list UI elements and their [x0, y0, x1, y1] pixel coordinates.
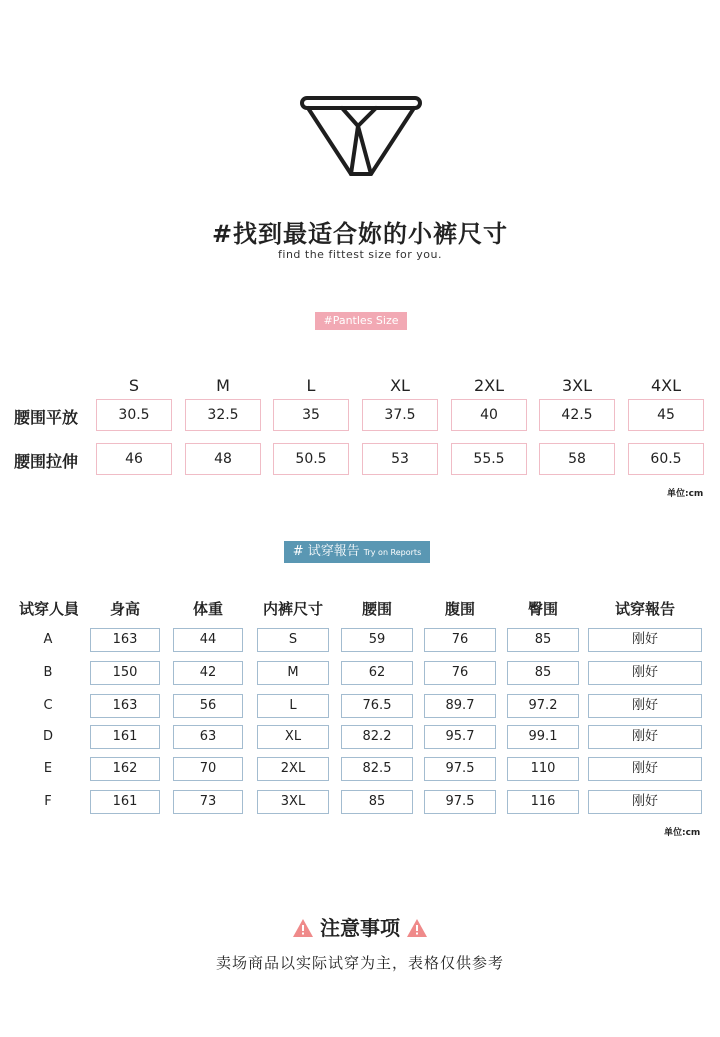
- panty-icon: [296, 90, 426, 182]
- tester-label: C: [43, 698, 53, 713]
- notice-heading: [0, 912, 720, 941]
- size-unit-label: 单位:cm: [667, 489, 704, 499]
- report-value-cell: 97.5: [424, 790, 496, 814]
- report-column-header: 腰围: [361, 600, 392, 618]
- report-value-cell: L: [257, 694, 329, 718]
- report-value-cell: 161: [90, 725, 160, 749]
- size-column-header: S: [128, 376, 140, 395]
- size-value-cell: 48: [185, 443, 261, 475]
- size-value-cell: 60.5: [628, 443, 704, 475]
- tester-label: A: [43, 632, 53, 647]
- report-value-cell: 110: [507, 757, 579, 781]
- report-value-cell: 161: [90, 790, 160, 814]
- report-value-cell: 刚好: [588, 661, 702, 685]
- notice-text: 卖场商品以实际试穿为主，表格仅供参考: [215, 954, 504, 972]
- try-on-tag-label: # 试穿報告: [292, 544, 360, 559]
- try-on-tag-sub: Try on Reports: [363, 548, 422, 557]
- page-subtitle: find the fittest size for you.: [278, 248, 442, 261]
- report-value-cell: XL: [257, 725, 329, 749]
- size-value-cell: 55.5: [451, 443, 527, 475]
- report-value-cell: 56: [173, 694, 243, 718]
- size-value-cell: 46: [96, 443, 172, 475]
- report-value-cell: 3XL: [257, 790, 329, 814]
- report-value-cell: 116: [507, 790, 579, 814]
- report-value-cell: 70: [173, 757, 243, 781]
- report-value-cell: 163: [90, 694, 160, 718]
- report-value-cell: 59: [341, 628, 413, 652]
- report-value-cell: 42: [173, 661, 243, 685]
- warning-icon: [292, 918, 314, 938]
- size-value-cell: 45: [628, 399, 704, 431]
- size-value-cell: 58: [539, 443, 615, 475]
- report-value-cell: 刚好: [588, 628, 702, 652]
- report-value-cell: 97.5: [424, 757, 496, 781]
- report-value-cell: 44: [173, 628, 243, 652]
- report-unit-label: 单位:cm: [664, 828, 701, 838]
- report-column-header: 臀围: [527, 600, 558, 618]
- size-value-cell: 40: [451, 399, 527, 431]
- report-value-cell: 82.5: [341, 757, 413, 781]
- try-on-report-tag: [284, 541, 430, 563]
- report-value-cell: 刚好: [588, 725, 702, 749]
- report-value-cell: S: [257, 628, 329, 652]
- report-column-header: 内裤尺寸: [262, 600, 323, 618]
- size-column-header: M: [216, 376, 230, 395]
- size-value-cell: 50.5: [273, 443, 349, 475]
- report-value-cell: 99.1: [507, 725, 579, 749]
- report-value-cell: 82.2: [341, 725, 413, 749]
- size-value-cell: 53: [362, 443, 438, 475]
- size-column-header: 4XL: [650, 376, 682, 395]
- report-value-cell: 63: [173, 725, 243, 749]
- notice-title: 注意事项: [320, 916, 400, 940]
- report-value-cell: 89.7: [424, 694, 496, 718]
- tester-label: F: [44, 794, 52, 809]
- report-value-cell: 73: [173, 790, 243, 814]
- report-value-cell: 162: [90, 757, 160, 781]
- report-value-cell: 76.5: [341, 694, 413, 718]
- report-value-cell: M: [257, 661, 329, 685]
- report-column-header: 试穿報告: [614, 600, 675, 618]
- report-column-header: 腹围: [444, 600, 475, 618]
- report-value-cell: 150: [90, 661, 160, 685]
- report-value-cell: 85: [507, 628, 579, 652]
- report-value-cell: 95.7: [424, 725, 496, 749]
- size-value-cell: 42.5: [539, 399, 615, 431]
- report-value-cell: 85: [341, 790, 413, 814]
- report-value-cell: 62: [341, 661, 413, 685]
- size-column-header: L: [306, 376, 316, 395]
- report-value-cell: 刚好: [588, 694, 702, 718]
- size-value-cell: 35: [273, 399, 349, 431]
- tester-label: E: [43, 761, 53, 776]
- report-column-header: 试穿人員: [18, 600, 79, 618]
- report-value-cell: 2XL: [257, 757, 329, 781]
- size-row-label: 腰围拉伸: [14, 452, 79, 471]
- size-value-cell: 30.5: [96, 399, 172, 431]
- report-value-cell: 163: [90, 628, 160, 652]
- panties-size-tag: #Pantles Size: [315, 312, 407, 330]
- report-value-cell: 76: [424, 661, 496, 685]
- report-value-cell: 刚好: [588, 757, 702, 781]
- size-column-header: 2XL: [473, 376, 505, 395]
- report-value-cell: 97.2: [507, 694, 579, 718]
- report-value-cell: 76: [424, 628, 496, 652]
- report-column-header: 身高: [109, 600, 140, 618]
- size-row-label: 腰围平放: [14, 408, 79, 427]
- report-value-cell: 刚好: [588, 790, 702, 814]
- size-value-cell: 37.5: [362, 399, 438, 431]
- warning-icon: [406, 918, 428, 938]
- tester-label: B: [43, 665, 53, 680]
- size-column-header: 3XL: [561, 376, 593, 395]
- report-column-header: 体重: [192, 600, 223, 618]
- page-title: #找到最适合妳的小裤尺寸: [211, 220, 509, 248]
- size-column-header: XL: [390, 376, 410, 395]
- size-value-cell: 32.5: [185, 399, 261, 431]
- report-value-cell: 85: [507, 661, 579, 685]
- tester-label: D: [42, 729, 53, 744]
